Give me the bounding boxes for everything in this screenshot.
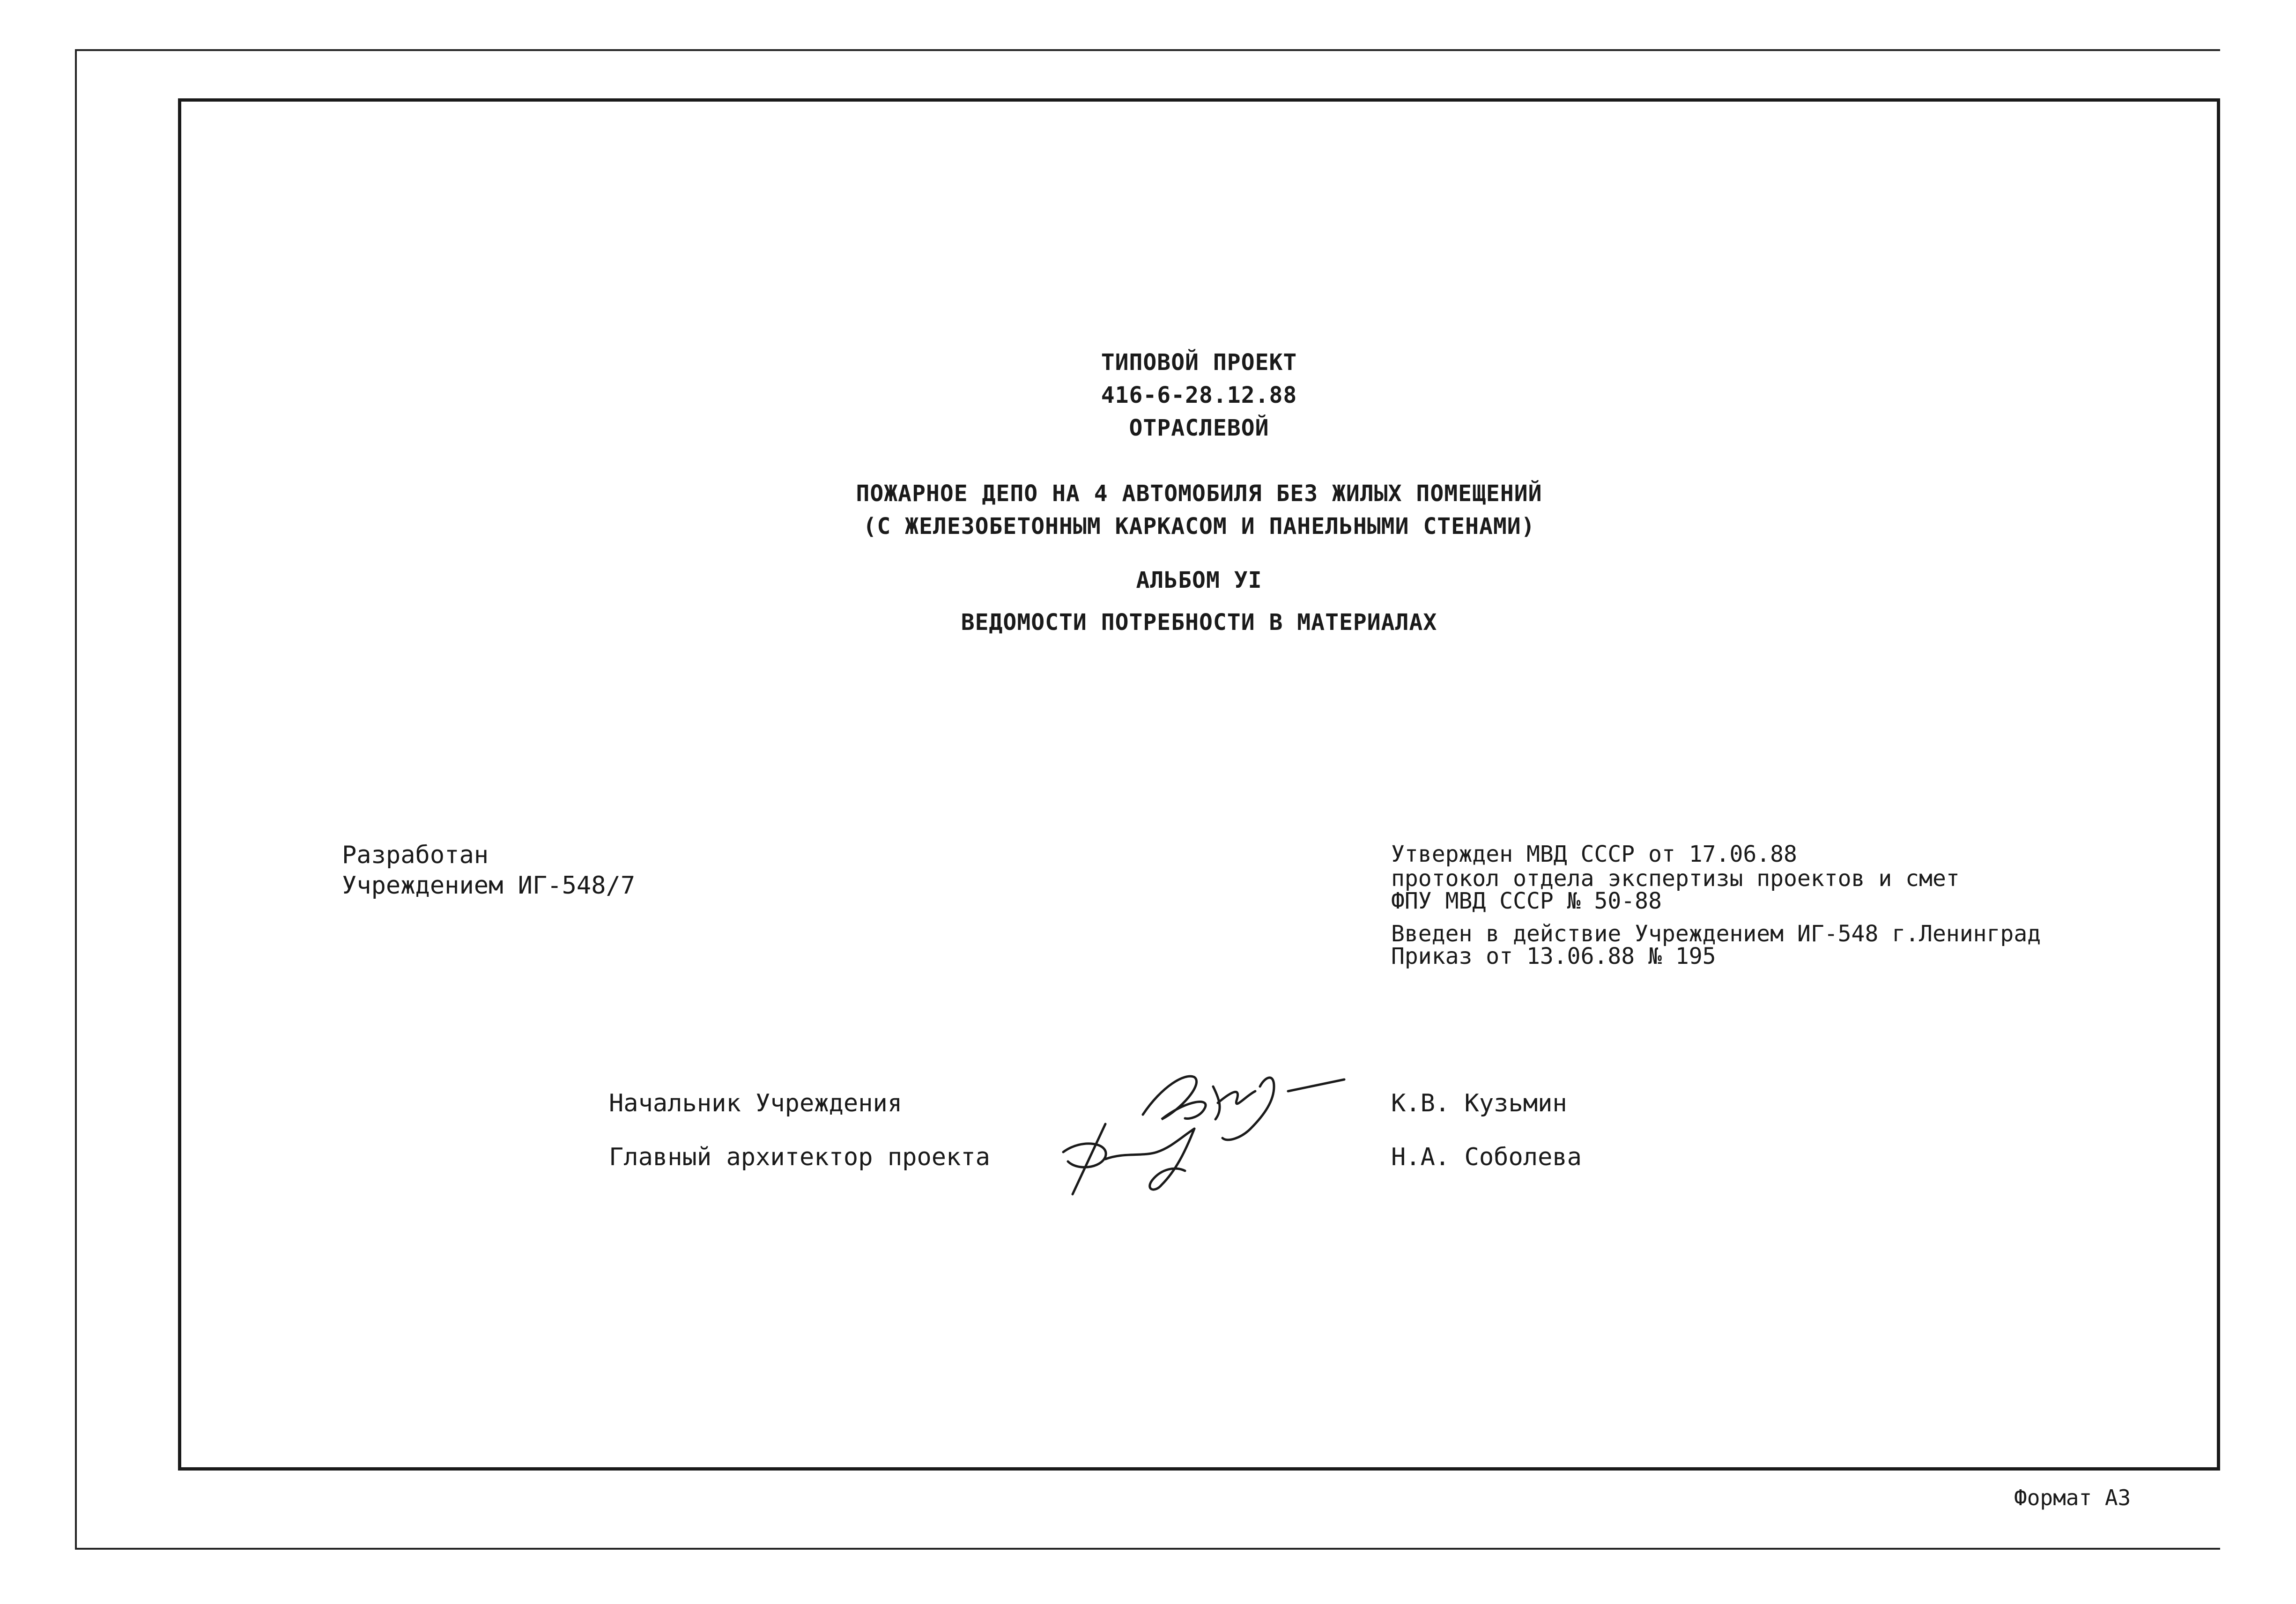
signatory-name-1: К.В. Кузьмин [1391, 1089, 1567, 1117]
project-category: ОТРАСЛЕВОЙ [1129, 415, 1269, 441]
outer-frame-bottom-line [75, 1548, 2220, 1550]
format-label: Формат А3 [2014, 1485, 2131, 1510]
project-title-line1: ПОЖАРНОЕ ДЕПО НА 4 АВТОМОБИЛЯ БЕЗ ЖИЛЫХ ПОМЕЩЕНИЙ [856, 480, 1542, 507]
album-number: АЛЬБОМ УI [1136, 567, 1262, 593]
project-number: 416-6-28.12.88 [1101, 382, 1297, 408]
signature-architect [1054, 1115, 1232, 1199]
project-title-line2: (С ЖЕЛЕЗОБЕТОННЫМ КАРКАСОМ И ПАНЕЛЬНЫМИ СТЕНАМИ) [863, 513, 1535, 540]
approval-line: Утвержден МВД СССР от 17.06.88 [1391, 841, 1797, 867]
approval-protocol: протокол отдела экспертизы проектов и смет [1391, 865, 1960, 892]
project-type-title: ТИПОВОЙ ПРОЕКТ [1101, 349, 1297, 376]
album-subject: ВЕДОМОСТИ ПОТРЕБНОСТИ В МАТЕРИАЛАХ [961, 609, 1437, 636]
signatory-position-2: Главный архитектор проекта [609, 1143, 990, 1171]
approval-number: ФПУ МВД СССР № 50-88 [1391, 888, 1662, 914]
developed-by-org: Учреждением ИГ-548/7 [342, 872, 636, 900]
enactment-line: Введен в действие Учреждением ИГ-548 г.Ленинград [1391, 921, 2041, 947]
order-line: Приказ от 13.06.88 № 195 [1391, 943, 1716, 969]
developed-by-label: Разработан [342, 841, 489, 869]
signatory-position-1: Начальник Учреждения [609, 1089, 903, 1117]
signatory-name-2: Н.А. Соболева [1391, 1143, 1582, 1171]
drawing-frame [178, 98, 2220, 1471]
